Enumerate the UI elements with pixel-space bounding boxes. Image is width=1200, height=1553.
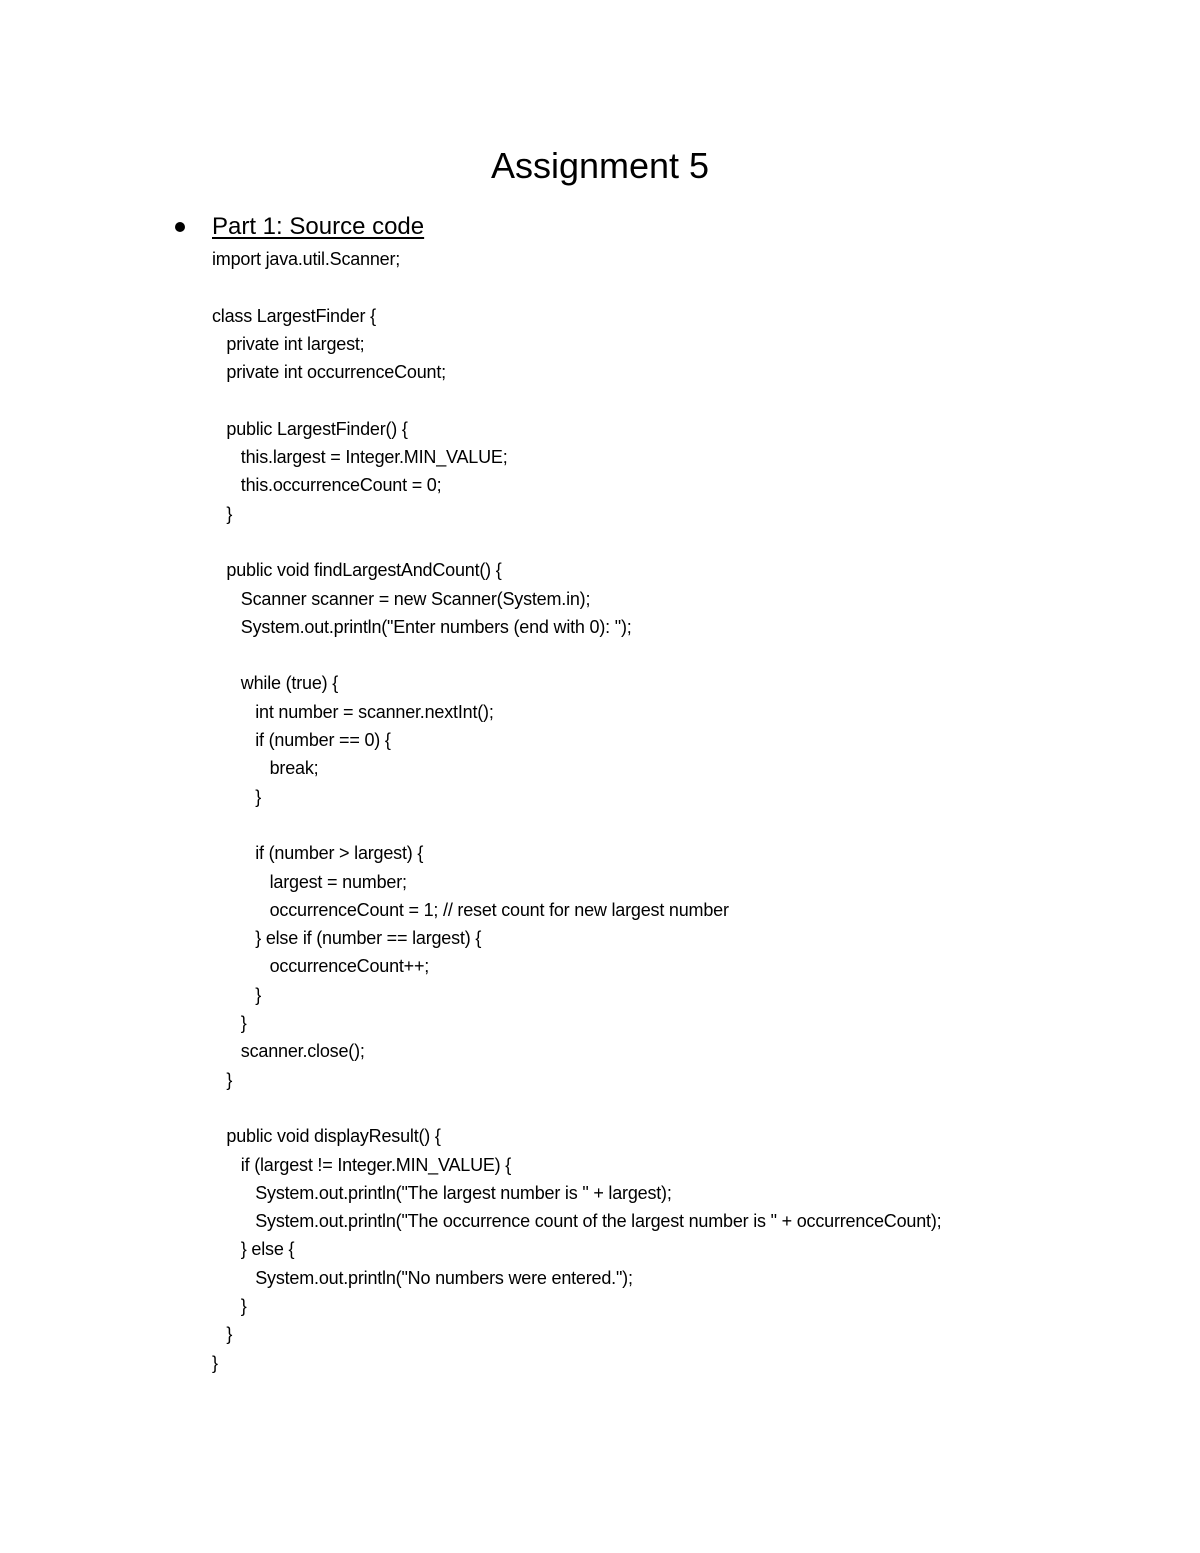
bullet-icon <box>175 222 185 232</box>
source-code-block: import java.util.Scanner; class LargestFinder { private int largest; private int occurrenceCount; public LargestFinder() { this.largest = Integer.MIN_VALUE; this.occurrenceCount = 0; } public void findLargestAndCount() { Scanner scanner = new Scanner(System.in); System.out.println("Enter numbers (end with 0): "); while (true) { int number = scanner.nextInt(); if (number == 0) { break; } if (number > largest) { largest = number; occurrenceCount = 1; // reset count for new largest number } else if (number == largest) { occurrenceCount++; } } scanner.close(); } public void displayResult() { if (largest != Integer.MIN_VALUE) { System.out.println("The largest number is " + largest); System.out.println("The occurrence count of the largest number is " + occurrenceCount); } else { System.out.println("No numbers were entered."); } } } <box>212 249 942 1373</box>
document-title: Assignment 5 <box>490 145 710 186</box>
section-heading: Part 1: Source code <box>212 213 425 240</box>
